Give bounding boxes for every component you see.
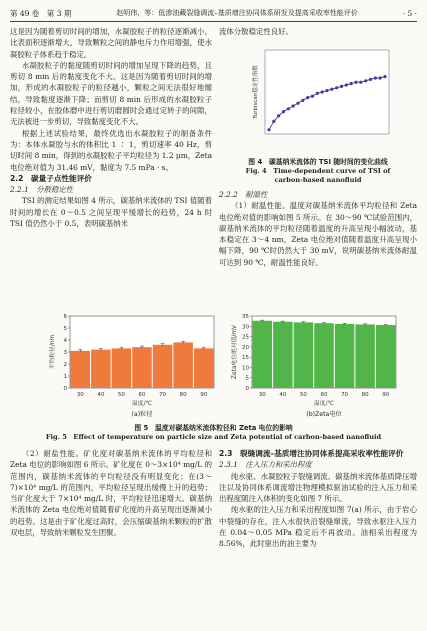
bar bbox=[294, 322, 314, 388]
paragraph: TSI 的测定结果如图 4 所示，碳基纳米流体的 TSI 值随着时间的增长在 0～0.5 之间呈现平缓增长的趋势，24 h 时 TSI 值仍然小于 0.5，表明碳基纳米 bbox=[10, 196, 212, 229]
x-tick-label: 30 bbox=[76, 392, 84, 398]
x-tick-label: 80 bbox=[179, 392, 187, 398]
x-tick-label: 40 bbox=[279, 392, 287, 398]
data-point bbox=[354, 81, 357, 84]
paragraph: 纯水驱、水凝胶粒子裂缝调流、碳基纳米流体基质降压增注以及协同体系调流增注物理模拟驱油试验的注入压力和采出程度随注入体积的变化如图 7 所示。 bbox=[219, 471, 417, 504]
y-tick-label: 35 bbox=[242, 314, 249, 320]
data-point bbox=[301, 99, 304, 102]
y-tick-label: 1 bbox=[63, 374, 67, 380]
x-tick-label: 60 bbox=[138, 392, 146, 398]
data-point bbox=[287, 107, 290, 110]
header-page: · 5 · bbox=[402, 8, 417, 18]
y-tick-label: 25 bbox=[242, 334, 249, 341]
data-point bbox=[374, 76, 377, 79]
data-point bbox=[345, 83, 348, 86]
data-point bbox=[306, 96, 309, 99]
data-point bbox=[282, 110, 285, 113]
figure-5-caption bbox=[10, 423, 417, 442]
x-axis-label: 温度/℃ bbox=[313, 401, 335, 407]
y-tick-label: 30 bbox=[242, 324, 249, 331]
subfigure-label: (b)Zeta电位 bbox=[306, 411, 342, 418]
bottom-left-column bbox=[10, 448, 212, 538]
data-point bbox=[330, 88, 333, 91]
figure-4-caption-en-1: Fig. 4 Time-dependent curve of TSI of bbox=[245, 167, 391, 175]
x-tick-label: 30 bbox=[258, 392, 266, 398]
bar bbox=[253, 321, 273, 388]
y-tick-label: 10 bbox=[242, 365, 249, 372]
bar bbox=[112, 348, 132, 388]
data-point bbox=[369, 78, 372, 81]
figure-4-chart bbox=[219, 42, 417, 154]
data-point bbox=[272, 120, 275, 123]
y-axis-label: 平均粒径/nm bbox=[50, 334, 56, 370]
x-tick-label: 50 bbox=[299, 392, 307, 398]
right-column bbox=[219, 26, 417, 37]
y-tick-label: 5 bbox=[63, 326, 67, 332]
bar bbox=[153, 345, 173, 388]
y-axis-label: Turbiscan稳定性指数 bbox=[253, 65, 259, 119]
x-tick-label: 70 bbox=[159, 392, 167, 398]
paragraph: 水凝胶粒子的黏度随剪切时间的增加呈现下降的趋势，且剪切 8 min 后的黏度变化不大。这是因为随着剪切时间的增加，形成的水凝胶粒子的粒径越小，颗粒之间无法很好地缠结，导致黏度逐渐下降；而剪切 8 min 后形成的水凝胶粒子粒径较小，在胶体磨中进行剪切磨圆时会通过定转子的间隙，无法被进一步剪切，导致黏度变化不大。 bbox=[10, 60, 212, 127]
bar bbox=[335, 324, 355, 388]
data-point bbox=[267, 128, 270, 131]
data-point bbox=[325, 89, 328, 92]
bar bbox=[314, 323, 334, 388]
y-tick-label: 0 bbox=[63, 386, 67, 392]
bar bbox=[91, 350, 111, 388]
figure-4-caption-en-2: carbon-based nanofluid bbox=[274, 176, 362, 184]
bar bbox=[376, 325, 396, 388]
subfigure-label: (a)粒径 bbox=[131, 411, 153, 418]
x-tick-label: 50 bbox=[117, 392, 125, 398]
data-point bbox=[321, 90, 324, 93]
right-column-cont bbox=[219, 189, 417, 268]
figure-5-caption-cn: 图 5 温度对碳基纳米流体粒径和 Zeta 电位的影响 bbox=[134, 424, 293, 432]
section-heading: 2.2 碳量子点性能评价 bbox=[10, 173, 92, 183]
data-point bbox=[311, 95, 314, 98]
data-point bbox=[364, 79, 367, 82]
paragraph: （2）耐盐性能。矿化度对碳基纳米流体的平均粒径和 Zeta 电位的影响如图 6 所示。矿化度在 0～3×10⁴ mg/L 的范围内，碳基纳米流体的平均粒径没有明显变化；在(3～7)×10⁴ mg/L 的范围内，平均粒径呈现出缓慢上升的趋势；当矿化度大于 7×10⁴ mg/L 时，平均粒径迅速增大。碳基纳米流体的 Zeta 电位绝对值随着矿化度的升高呈现出逐渐减小的趋势。这是由于矿化度过高时，会压缩碳基纳米颗粒的扩散双电层，导致纳米颗粒发生团聚。 bbox=[10, 449, 212, 538]
subsection-heading: 2.2.1 分散稳定性 bbox=[10, 185, 74, 195]
x-tick-label: 90 bbox=[200, 392, 208, 398]
x-axis-label: 温度/℃ bbox=[131, 401, 153, 407]
data-point bbox=[335, 86, 338, 89]
paragraph: （1）耐温性能。温度对碳基纳米流体平均粒径和 Zeta 电位绝对值的影响如图 5 所示。在 30～90 ℃试验范围内，碳基纳米流体的平均粒径随着温度的升高呈现小幅波动，基本稳定在 3～4 nm，Zeta 电位绝对值随着温度升高呈现小幅下降，90 ℃时仍然大于 30 mV，说明碳基纳米流体耐温可达到 90 ℃，耐温性能良好。 bbox=[219, 201, 417, 267]
x-tick-label: 40 bbox=[97, 392, 105, 398]
figure-4-caption bbox=[219, 157, 417, 185]
paragraph: 纯水驱的注入压力和采出程度如图 7(a) 所示，由于岩心中裂缝的存在，注入水很快沿裂缝窜流，导致水驱注入压力在 0.04～0.05 MPa 稳定后不再波动。油相采出程度为 8.56%，此时驱出的油主要为 bbox=[219, 505, 417, 549]
section-heading: 2.3 裂缝调流–基质增注协同体系提高采收率性能评价 bbox=[219, 449, 404, 458]
left-column bbox=[10, 26, 212, 229]
running-header bbox=[10, 5, 417, 22]
bottom-right-column bbox=[219, 448, 417, 550]
y-tick-label: 3 bbox=[63, 350, 67, 356]
subsection-heading: 2.3.1 注入压力和采出程度 bbox=[219, 460, 312, 470]
data-point bbox=[379, 76, 382, 79]
data-point bbox=[292, 104, 295, 107]
bar bbox=[273, 322, 293, 388]
x-tick-label: 60 bbox=[320, 392, 328, 398]
bar bbox=[71, 351, 91, 388]
paragraph: 流体分散稳定性良好。 bbox=[219, 27, 293, 36]
figure-4-caption-cn: 图 4 碳基纳米流体的 TSI 随时间的变化曲线 bbox=[248, 158, 388, 166]
data-point bbox=[296, 102, 299, 105]
data-point bbox=[359, 81, 362, 84]
data-point bbox=[316, 92, 319, 95]
bar bbox=[173, 342, 193, 388]
y-tick-label: 6 bbox=[63, 314, 67, 320]
paragraph: 这是因为随着剪切时间的增加，水凝胶粒子的粒径逐渐减小，比表面积逐渐增大，导致颗粒之间的静电斥力作用增强，使水凝胶粒子体系趋于稳定。 bbox=[10, 27, 212, 59]
y-tick-label: 20 bbox=[242, 344, 249, 351]
y-tick-label: 5 bbox=[245, 375, 249, 382]
figure-5a-chart bbox=[40, 310, 218, 420]
y-tick-label: 15 bbox=[242, 355, 249, 362]
data-point bbox=[340, 85, 343, 88]
figure-5-caption-en: Fig. 5 Effect of temperature on particle size and Zeta potential of carbon-based nanofluid bbox=[45, 433, 382, 441]
bar bbox=[132, 347, 152, 388]
figure-5b-chart bbox=[222, 310, 400, 420]
header-title: 赵明伟，等：低渗油藏裂缝调流–基质增注协同体系研发及提高采收率性能评价 bbox=[116, 9, 358, 17]
y-axis-label: Zeta电位绝对值/mV bbox=[232, 325, 238, 379]
x-tick-label: 80 bbox=[361, 392, 369, 398]
paragraph: 根据上述试验结果，最终优选出水凝胶粒子的制备条件为：本体水凝胶与水的体积比 1 ∶ 1，剪切速率 40 Hz，剪切时间 8 min，得到的水凝胶粒子平均粒径为 1.2 μm，Zeta 电位绝对值为 31.46 mV，黏度为 7.5 mPa · s。 bbox=[10, 128, 212, 172]
data-point bbox=[383, 75, 386, 78]
bar bbox=[194, 348, 214, 388]
y-tick-label: 2 bbox=[63, 362, 67, 368]
header-volume: 第 49 卷 第 3 期 bbox=[10, 8, 72, 18]
y-tick-label: 0 bbox=[245, 386, 249, 392]
subsection-heading: 2.2.2 耐温性 bbox=[219, 190, 268, 199]
data-point bbox=[277, 114, 280, 117]
bar bbox=[355, 324, 375, 388]
data-point bbox=[350, 82, 353, 85]
y-tick-label: 4 bbox=[63, 338, 67, 344]
x-tick-label: 70 bbox=[341, 392, 349, 398]
x-tick-label: 90 bbox=[382, 392, 390, 398]
